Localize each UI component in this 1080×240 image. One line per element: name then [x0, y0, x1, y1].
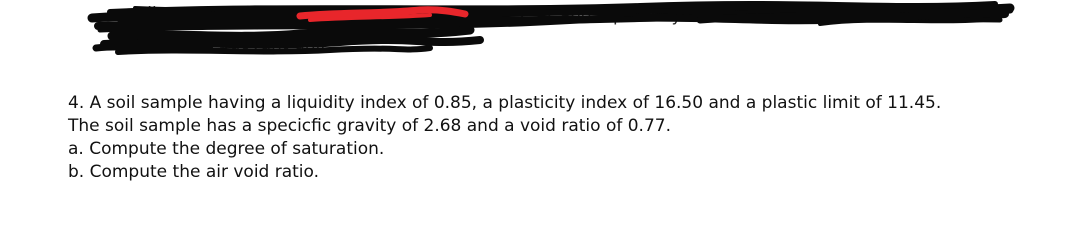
obscured-text-fragment: and the buoyant unit: [148, 34, 327, 54]
obscured-text-fragment: specific gravity of 2.71 and a porosity of 0.3: [360, 6, 736, 26]
scribble-overlay: [0, 0, 1080, 62]
problem-4: [68, 92, 1068, 184]
redacted-previous-problem: [0, 0, 1080, 62]
obscured-text-fragment: Determine the saturated unit: [735, 5, 984, 25]
obscured-text-fragment: soil: [128, 4, 157, 24]
problem-statement-line-2: The soil sample has a specicfic gravity of 2.68 and a void ratio of 0.77.: [68, 116, 671, 136]
problem-part-b: b. Compute the air void ratio.: [68, 162, 320, 182]
problem-statement-line-1: 4. A soil sample having a liquidity index of 0.85, a plasticity index of 16.50 and a plastic limit of 11.45.: [68, 93, 942, 113]
problem-part-a: a. Compute the degree of saturation.: [68, 139, 385, 159]
